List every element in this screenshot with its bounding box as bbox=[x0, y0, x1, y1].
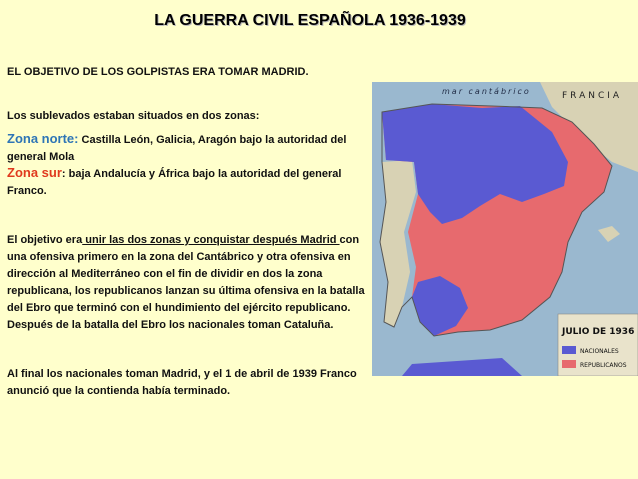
objective-underlined: unir las dos zonas y conquistar después Madrid bbox=[82, 234, 340, 246]
zona-sur-text: : baja Andalucía y África bajo la autoridad del general Franco. bbox=[7, 168, 342, 197]
slide-title: LA GUERRA CIVIL ESPAÑOLA 1936-1939 bbox=[154, 12, 466, 29]
legend-swatch-republicanos bbox=[562, 360, 576, 368]
legend-date: JULIO DE 1936 bbox=[562, 327, 635, 337]
zones-intro: Los sublevados estaban situados en dos zonas: bbox=[7, 110, 260, 122]
final-paragraph: Al final los nacionales toman Madrid, y el 1 de abril de 1939 Franco anunció que la contienda había terminado. bbox=[7, 368, 357, 397]
legend-label-nacionales: NACIONALES bbox=[580, 348, 619, 355]
zona-sur-paragraph bbox=[7, 164, 342, 200]
spain-map-july-1936 bbox=[372, 82, 638, 376]
zona-sur-label: Zona sur bbox=[7, 165, 62, 180]
map-svg bbox=[372, 82, 638, 376]
objective-pre: El objetivo era bbox=[7, 234, 83, 246]
sea-label: mar cantábrico bbox=[442, 87, 531, 96]
zona-norte-paragraph bbox=[7, 130, 367, 166]
objective-rest: con una ofensiva primero en la zona del Cantábrico y otra ofensiva en dirección al Mediterráneo con el fin de dividir en dos la zona republicana, los republicanos lanzan su última ofensiva en la batalla del Ebro que terminó con el hundimiento del ejército republicano. Después de la batalla del Ebro los nacionales toman Cataluña. bbox=[7, 234, 365, 331]
zona-norte-label: Zona norte: bbox=[7, 131, 79, 146]
objective-heading: EL OBJETIVO DE LOS GOLPISTAS ERA TOMAR MADRID. bbox=[7, 66, 309, 78]
legend-swatch-nacionales bbox=[562, 346, 576, 354]
zona-norte-text: Castilla León, Galicia, Aragón bajo la autoridad del general Mola bbox=[7, 134, 347, 163]
objective-paragraph bbox=[7, 232, 369, 334]
france-label: FRANCIA bbox=[562, 91, 623, 101]
legend-label-republicanos: REPUBLICANOS bbox=[580, 362, 627, 369]
